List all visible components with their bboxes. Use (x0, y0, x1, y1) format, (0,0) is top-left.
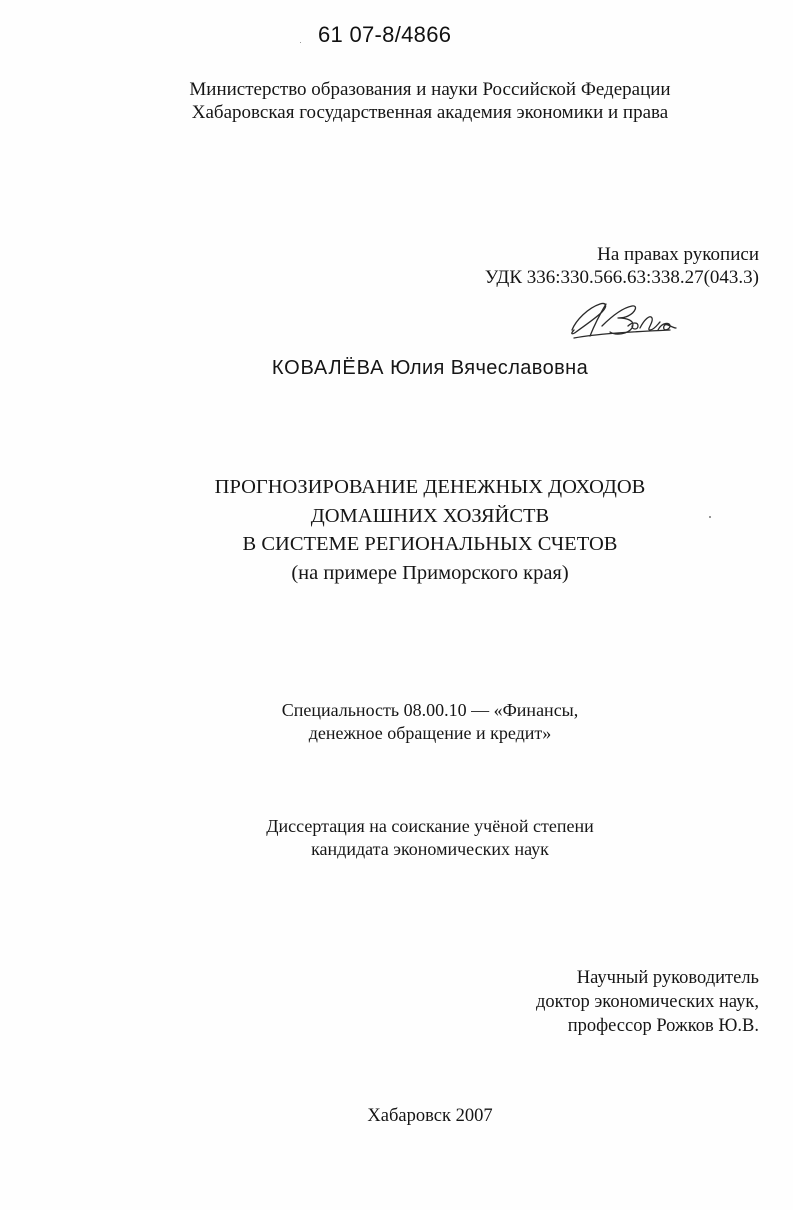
manuscript-rights: На правах рукописи (597, 244, 759, 265)
title-subtitle: (на примере Приморского края) (291, 561, 569, 584)
author-given-names: Юлия Вячеславовна (390, 357, 589, 379)
place-year: Хабаровск 2007 (367, 1106, 493, 1126)
manuscript-rights-block (485, 243, 759, 289)
ministry-name: Министерство образования и науки Российской Федерации (189, 79, 671, 100)
supervisor-role: Научный руководитель (576, 968, 759, 988)
title-line: ДОМАШНИХ ХОЗЯЙСТВ (310, 504, 550, 527)
udc-code: УДК 336:330.566.63:338.27(043.3) (484, 267, 759, 288)
institution-header (0, 78, 793, 124)
scan-speck (300, 42, 301, 43)
signature-icon (566, 296, 678, 340)
author-surname: КОВАЛЁВА (271, 357, 385, 379)
degree-line: Диссертация на соискание учёной степени (266, 816, 594, 836)
registration-code: 61 07-8/4866 (318, 22, 452, 47)
dissertation-title (0, 473, 793, 587)
supervisor-degree: доктор экономических наук, (535, 992, 759, 1012)
specialty-line: Специальность 08.00.10 — «Финансы, (281, 700, 579, 720)
title-line: В СИСТЕМЕ РЕГИОНАЛЬНЫХ СЧЕТОВ (242, 533, 618, 555)
specialty-block (0, 699, 793, 745)
author-name (0, 357, 793, 380)
supervisor-block (536, 966, 759, 1038)
supervisor-name: профессор Рожков Ю.В. (567, 1016, 759, 1036)
scan-speck (709, 516, 711, 518)
degree-block (0, 815, 793, 861)
degree-line: кандидата экономических наук (311, 839, 549, 859)
specialty-line: денежное обращение и кредит» (308, 723, 552, 743)
academy-name: Хабаровская государственная академия экономики и права (191, 102, 669, 123)
title-line: ПРОГНОЗИРОВАНИЕ ДЕНЕЖНЫХ ДОХОДОВ (214, 476, 646, 498)
